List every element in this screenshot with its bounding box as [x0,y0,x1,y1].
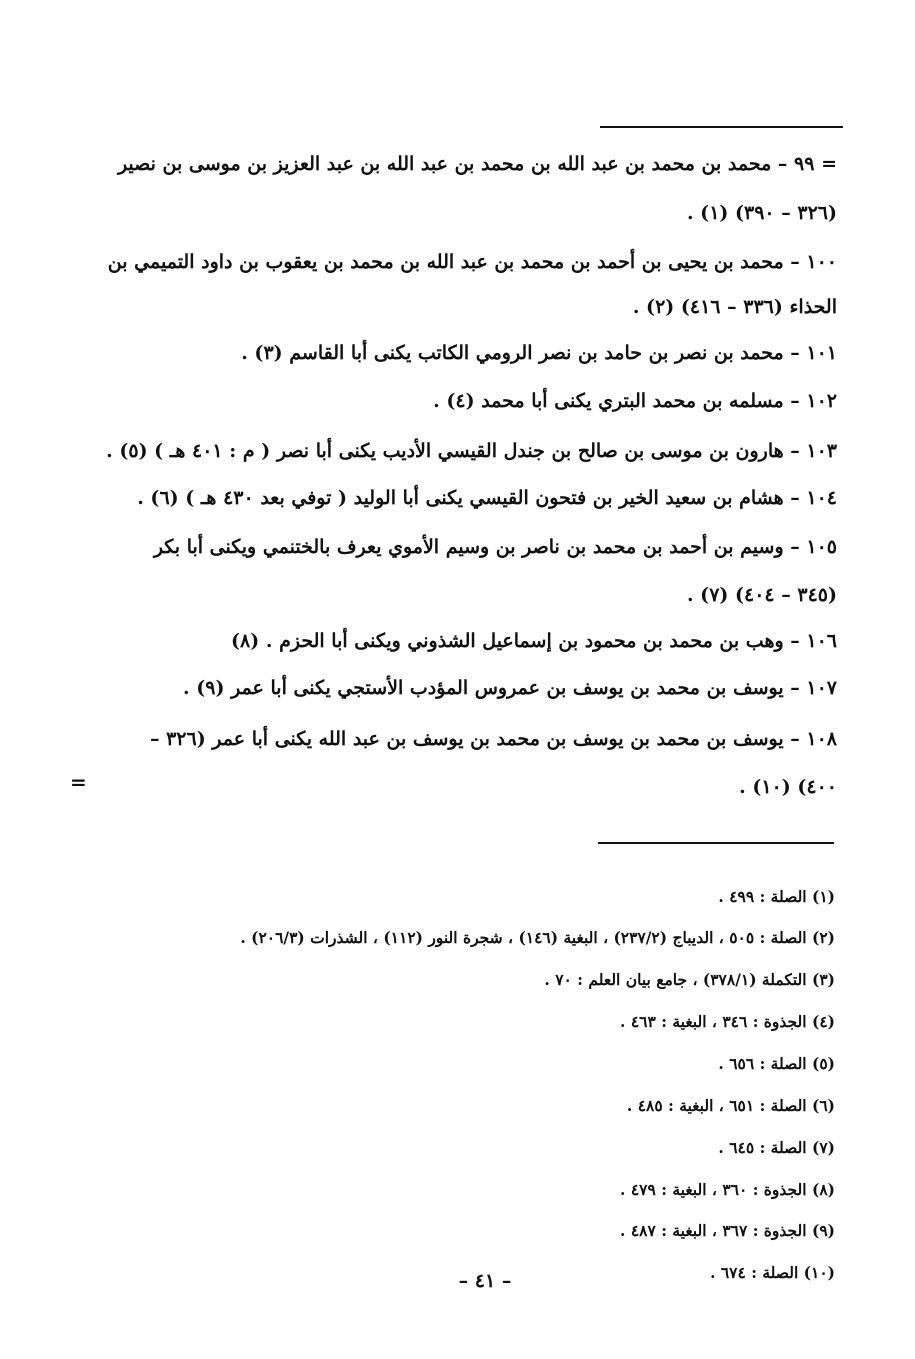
footnote: (٢) الصلة : ٥٠٥ ، الديباج (٢٣٧/٢) ، البغية (١٤٦) ، شجرة النور (١١٢) ، الشذرات (٢٠٦/٣) . [240,928,835,947]
entry-line: ١٠١ – محمد بن نصر بن حامد بن نصر الرومي الكاتب يكنى أبا القاسم (٣) . [241,342,837,364]
footnote: (٩) الجذوة : ٣٦٧ ، البغية : ٤٨٧ . [620,1221,835,1240]
entry-line: ١٠٠ – محمد بن يحيى بن أحمد بن محمد بن عبد الله بن محمد بن يعقوب بن داود التميمي بن [107,251,837,273]
entry-line: = ٩٩ – محمد بن محمد بن عبد الله بن محمد بن عبد الله بن عبد العزيز بن موسى بن نصير [117,153,837,175]
footnote: (١٠) الصلة : ٦٧٤ . [710,1263,835,1282]
entry-line: الحذاء (٣٣٦ – ٤١٦) (٢) . [632,296,837,318]
entry-line: ١٠٤ – هشام بن سعيد الخير بن فتحون القيسي يكنى أبا الوليد ( توفي بعد ٤٣٠ هـ ) (٦) . [137,487,837,509]
entry-line: ١٠٣ – هارون بن موسى بن صالح بن جندل القيسي الأديب يكنى أبا نصر ( م : ٤٠١ هـ ) (٥) . [106,440,837,462]
footnote: (٨) الجذوة : ٣٦٠ ، البغية : ٤٧٩ . [620,1180,835,1199]
entry-line: (٣٢٦ – ٣٩٠) (١) . [686,202,837,224]
entry-line: (٣٤٥ – ٤٠٤) (٧) . [686,584,837,606]
entry-line: ١٠٨ – يوسف بن محمد بن يوسف بن محمد بن يوسف بن عبد الله يكنى أبا عمر (٣٢٦ – [149,728,837,750]
entry-line: ٤٠٠) (١٠) . [739,776,837,798]
entry-line: ١٠٧ – يوسف بن محمد بن يوسف بن عمروس المؤدب الأستجي يكنى أبا عمر (٩) . [183,677,837,699]
top-rule [600,126,843,128]
footnote: (٥) الصلة : ٦٥٦ . [718,1054,835,1073]
entry-line: ١٠٢ – مسلمه بن محمد البتري يكنى أبا محمد (٤) . [433,390,837,412]
entry-line: ١٠٥ – وسيم بن أحمد بن محمد بن ناصر بن وسيم الأموي يعرف بالختنمي ويكنى أبا بكر [153,536,837,558]
footnote-separator [598,842,834,844]
footnote: (٦) الصلة : ٦٥١ ، البغية : ٤٨٥ . [626,1096,835,1115]
continuation-mark: = [70,770,87,794]
page-number: – ٤١ – [458,1270,512,1292]
footnote: (٧) الصلة : ٦٤٥ . [718,1138,835,1157]
footnote: (١) الصلة : ٤٩٩ . [718,887,835,906]
entry-line: ١٠٦ – وهب بن محمد بن محمود بن إسماعيل الشذوني ويكنى أبا الحزم . (٨) [231,630,837,652]
footnote: (٣) التكملة (٣٧٨/١) ، جامع بيان العلم : ٧٠ . [544,970,835,989]
footnote: (٤) الجذوة : ٣٤٦ ، البغية : ٤٦٣ . [620,1012,835,1031]
